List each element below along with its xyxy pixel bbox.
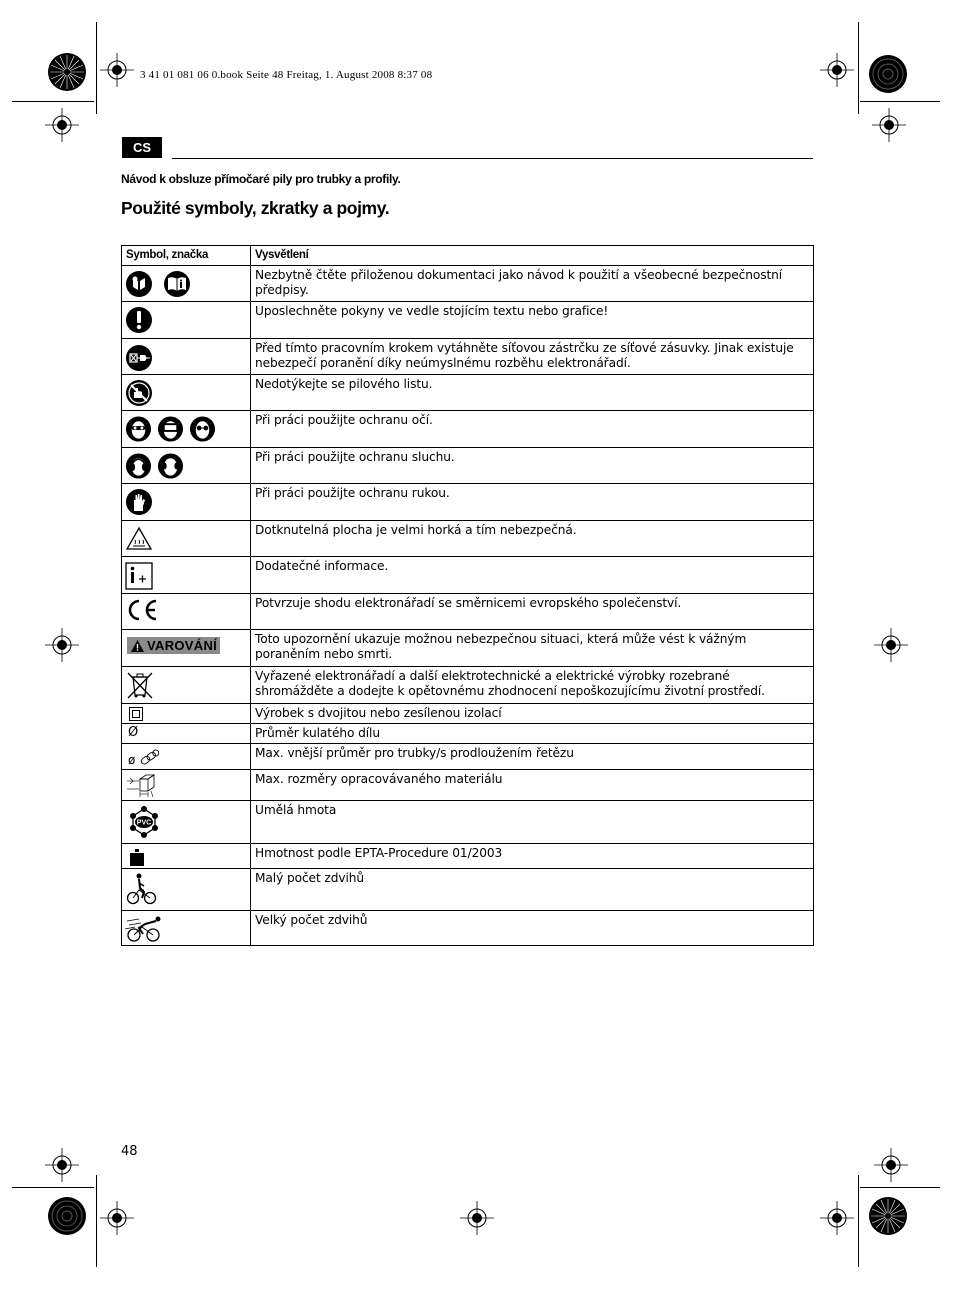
ear-muffs-icon [157,452,184,480]
symbol-cell [122,484,251,521]
symbol-cell [122,521,251,557]
symbol-cell [122,869,251,911]
symbol-cell [122,801,251,844]
table-row [122,801,814,844]
registration-mark-icon [460,1201,494,1235]
warning-triangle-icon [130,639,145,653]
registration-mark-icon [820,53,854,87]
table-row [122,630,814,667]
symbol-cell [122,844,251,869]
explanation-cell: Toto upozornění ukazuje možnou nebezpečnou situaci, která může vést k vážným poraněním nebo smrti. [251,630,814,667]
weight-icon [128,847,146,867]
info-plus-icon [125,562,153,590]
table-row [122,411,814,448]
registration-mark-icon [872,108,906,142]
page-number: 48 [121,1144,138,1159]
explanation-cell: Vyřazené elektronářadí a další elektrotechnické a elektrické výrobky rozebrané shromážděte a dodejte k opětovnému zhodnocení nepoškozujícímu životní prostředí. [251,667,814,704]
symbol-cell [122,594,251,630]
symbol-cell [122,411,251,448]
explanation-cell: Před tímto pracovním krokem vytáhněte síťovou zástrčku ze síťové zásuvky. Jinak existuje nebezpečí poranění díky neúmyslnému rozběhu elektronářadí. [251,339,814,375]
table-row [122,448,814,484]
symbol-cell [122,339,251,375]
registration-mark-icon [45,1148,79,1182]
safety-goggles-icon [125,415,152,443]
table-row [122,484,814,521]
instruction-book-icon [163,270,191,298]
hot-surface-icon [125,525,153,553]
unplug-icon [125,344,153,372]
manual-subtitle: Návod k obsluze přímočaré pily pro trubky a profily. [121,172,401,186]
small-diameter-symbol: ø [128,753,136,767]
ce-mark-icon [125,597,159,623]
symbol-cell [122,630,251,667]
language-tab: CS [122,137,162,158]
table-row [122,339,814,375]
table-row [122,724,814,744]
fast-cyclist-icon [125,914,165,944]
table-row [122,869,814,911]
explanation-cell: Max. rozměry opracovávaného materiálu [251,770,814,801]
explanation-cell: Dodatečné informace. [251,557,814,594]
header-rule [172,158,813,159]
symbol-cell [122,667,251,704]
registration-mark-icon [45,108,79,142]
explanation-cell: Nezbytně čtěte přiloženou dokumentaci jako návod k použití a všeobecné bezpečnostní předpisy. [251,266,814,302]
explanation-cell: Hmotnost podle EPTA-Procedure 01/2003 [251,844,814,869]
explanation-cell: Umělá hmota [251,801,814,844]
gloves-icon [125,488,153,516]
table-row [122,744,814,770]
pvc-label: PVC [136,819,152,827]
symbol-cell [122,770,251,801]
double-insulation-icon [129,707,143,721]
safety-glasses-icon [189,415,216,443]
explanation-cell: Velký počet zdvihů [251,911,814,946]
sunburst-mark-icon [868,54,908,94]
registration-mark-icon [100,53,134,87]
page-title: Použité symboly, zkratky a pojmy. [121,198,390,218]
crossed-bin-icon [125,670,155,700]
explanation-cell: Malý počet zdvihů [251,869,814,911]
table-row [122,557,814,594]
slow-cyclist-icon [126,872,158,906]
registration-mark-icon [874,628,908,662]
table-row [122,521,814,557]
symbol-cell [122,744,251,770]
exclamation-icon [125,306,153,334]
sunburst-mark-icon [47,1196,87,1236]
registration-mark-icon [820,1201,854,1235]
symbols-table [121,245,814,946]
symbol-cell [122,557,251,594]
symbol-cell [122,448,251,484]
table-row [122,667,814,704]
warning-badge [127,637,220,654]
print-header: 3 41 01 081 06 0.book Seite 48 Freitag, 1. August 2008 8:37 08 [140,69,433,81]
explanation-cell: Dotknutelná plocha je velmi horká a tím nebezpečná. [251,521,814,557]
face-shield-icon [157,415,184,443]
registration-mark-icon [45,628,79,662]
table-row [122,844,814,869]
symbol-cell [122,302,251,339]
explanation-cell: Potvrzuje shodu elektronářadí se směrnicemi evropského společenství. [251,594,814,630]
table-row [122,911,814,946]
column-header-explanation: Vysvětlení [251,246,814,266]
sunburst-mark-icon [868,1196,908,1236]
pvc-icon [126,804,162,840]
read-manual-icon [125,270,153,298]
explanation-cell: Uposlechněte pokyny ve vedle stojícím textu nebo grafice! [251,302,814,339]
symbol-cell [122,911,251,946]
explanation-cell: Při práci použijte ochranu rukou. [251,484,814,521]
explanation-cell: Výrobek s dvojitou nebo zesílenou izolací [251,704,814,724]
dimensions-icon [126,773,158,799]
table-row [122,594,814,630]
warning-badge-label: VAROVÁNÍ [147,638,218,653]
table-header-row [122,246,814,266]
table-row [122,302,814,339]
registration-mark-icon [100,1201,134,1235]
ear-protection-icon [125,452,152,480]
explanation-cell: Průměr kulatého dílu [251,724,814,744]
table-row [122,375,814,411]
symbol-cell [122,266,251,302]
diameter-symbol: Ø [128,725,139,740]
explanation-cell: Nedotýkejte se pilového listu. [251,375,814,411]
table-row [122,770,814,801]
table-row [122,266,814,302]
sunburst-mark-icon [47,52,87,92]
table-row [122,704,814,724]
symbol-cell [122,375,251,411]
chain-icon [139,748,161,766]
no-touch-blade-icon [125,379,153,407]
explanation-cell: Při práci použijte ochranu očí. [251,411,814,448]
explanation-cell: Max. vnější průměr pro trubky/s prodloužením řetězu [251,744,814,770]
column-header-symbol: Symbol, značka [122,246,251,266]
symbol-cell [122,704,251,724]
registration-mark-icon [874,1148,908,1182]
symbol-cell [122,724,251,744]
explanation-cell: Při práci použijte ochranu sluchu. [251,448,814,484]
